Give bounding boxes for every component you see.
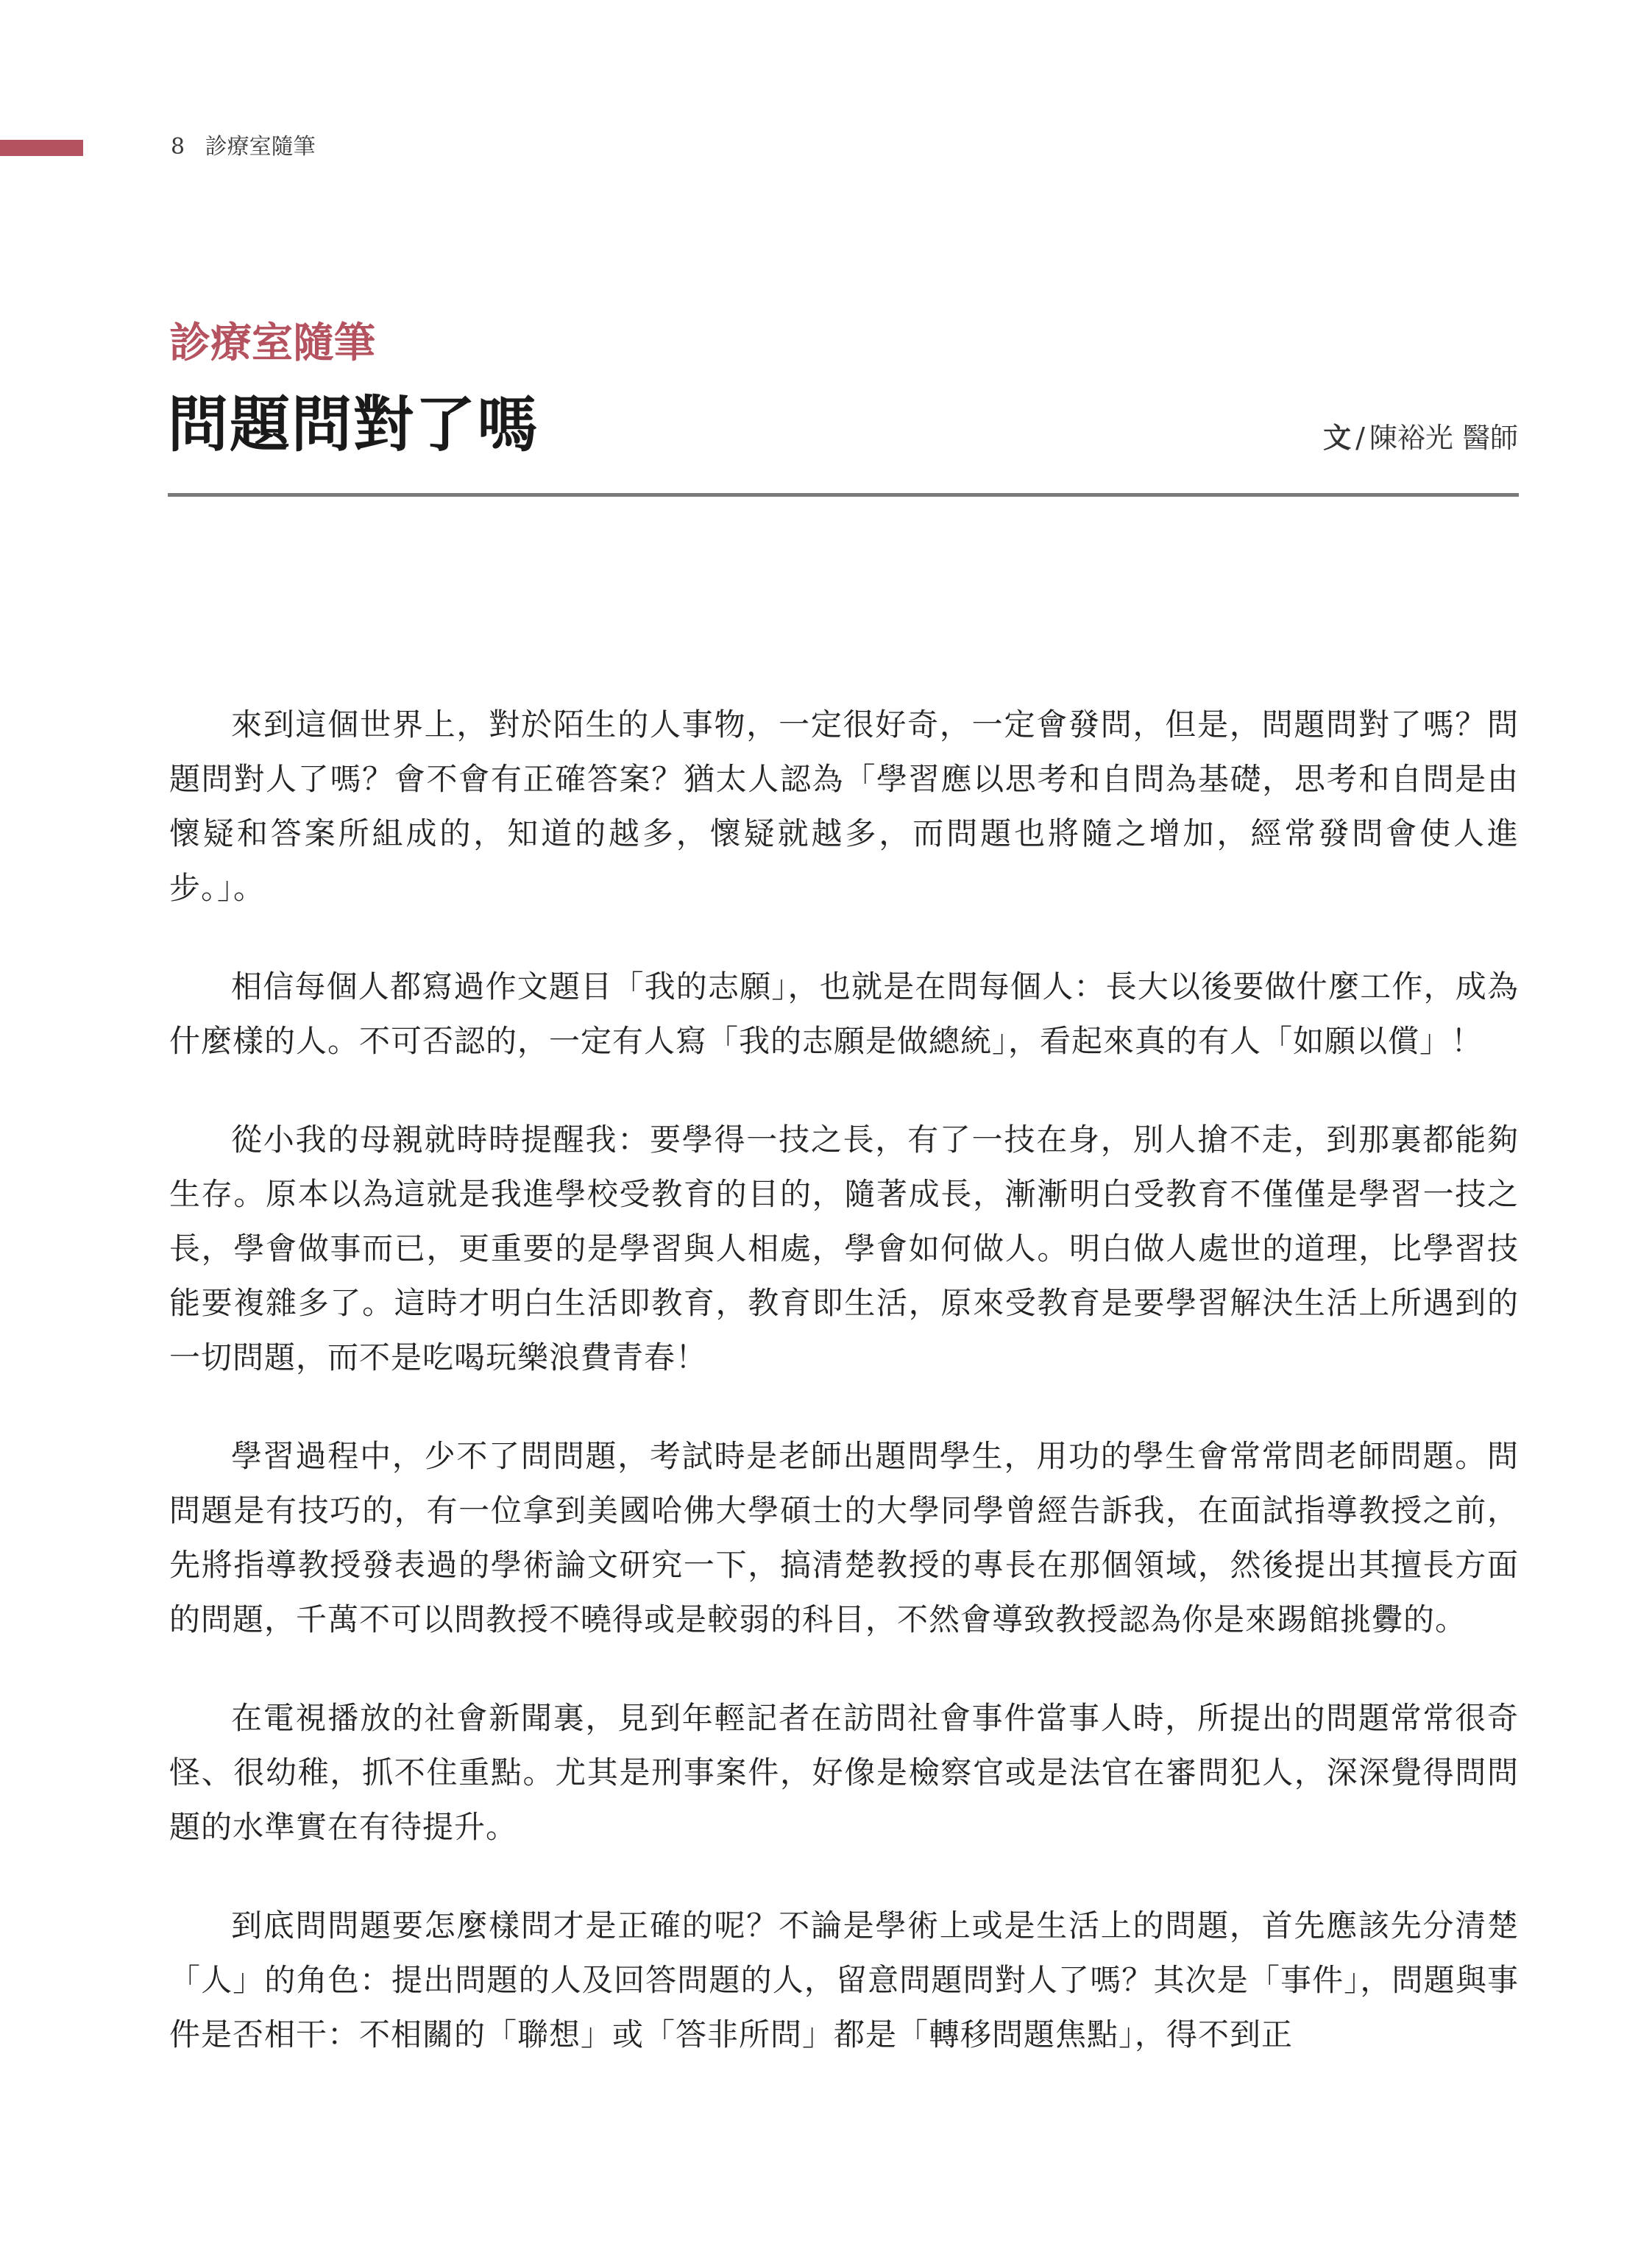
page-number: 8	[171, 134, 185, 160]
section-name: 診療室隨筆	[205, 134, 316, 160]
paragraph: 在電視播放的社會新聞裏，見到年輕記者在訪問社會事件當事人時，所提出的問題常常很奇怪、很幼稚，抓不住重點。尤其是刑事案件，好像是檢察官或是法官在審問犯人，深深覺得問問題的水準實在有待提升。	[169, 1700, 1519, 1845]
header-accent-bar	[0, 140, 83, 156]
byline-prefix: 文	[1323, 422, 1352, 454]
title-divider	[168, 493, 1519, 497]
paragraph: 從小我的母親就時時提醒我：要學得一技之長，有了一技在身，別人搶不走，到那裏都能夠生存。原本以為這就是我進學校受教育的目的，隨著成長，漸漸明白受教育不僅僅是學習一技之長，學會做事而已，更重要的是學習與人相處，學會如何做人。明白做人處世的道理，比學習技能要複雜多了。這時才明白生活即教育，教育即生活，原來受教育是要學習解決生活上所遇到的一切問題，而不是吃喝玩樂浪費青春！	[169, 1122, 1519, 1375]
running-head	[171, 132, 316, 162]
byline	[1323, 419, 1518, 456]
paragraph: 到底問問題要怎麼樣問才是正確的呢？不論是學術上或是生活上的問題，首先應該先分清楚「人」的角色：提出問題的人及回答問題的人，留意問題問對人了嗎？其次是「事件」，問題與事件是否相干：不相關的「聯想」或「答非所問」都是「轉移問題焦點」，得不到正	[169, 1907, 1519, 2052]
paragraph: 學習過程中，少不了問問題，考試時是老師出題問學生，用功的學生會常常問老師問題。問問題是有技巧的，有一位拿到美國哈佛大學碩士的大學同學曾經告訴我，在面試指導教授之前，先將指導教授發表過的學術論文研究一下，搞清楚教授的專長在那個領域，然後提出其擅長方面的問題，千萬不可以問教授不曉得或是較弱的科目，不然會導致教授認為你是來踢館挑釁的。	[169, 1438, 1519, 1637]
article-body	[169, 698, 1519, 2106]
paragraph: 來到這個世界上，對於陌生的人事物，一定很好奇，一定會發問，但是，問題問對了嗎？問題問對人了嗎？會不會有正確答案？猶太人認為「學習應以思考和自問為基礎，思考和自問是由懷疑和答案所組成的，知道的越多，懷疑就越多，而問題也將隨之增加，經常發問會使人進步。」。	[169, 706, 1519, 906]
article-title: 問題問對了嗎	[168, 390, 539, 460]
column-label: 診療室隨筆	[169, 319, 375, 367]
paragraph: 相信每個人都寫過作文題目「我的志願」，也就是在問每個人：長大以後要做什麼工作，成為什麼樣的人。不可否認的，一定有人寫「我的志願是做總統」，看起來真的有人「如願以償」！	[169, 968, 1519, 1059]
byline-separator: /	[1355, 422, 1365, 454]
author-name: 陳裕光 醫師	[1369, 422, 1518, 454]
